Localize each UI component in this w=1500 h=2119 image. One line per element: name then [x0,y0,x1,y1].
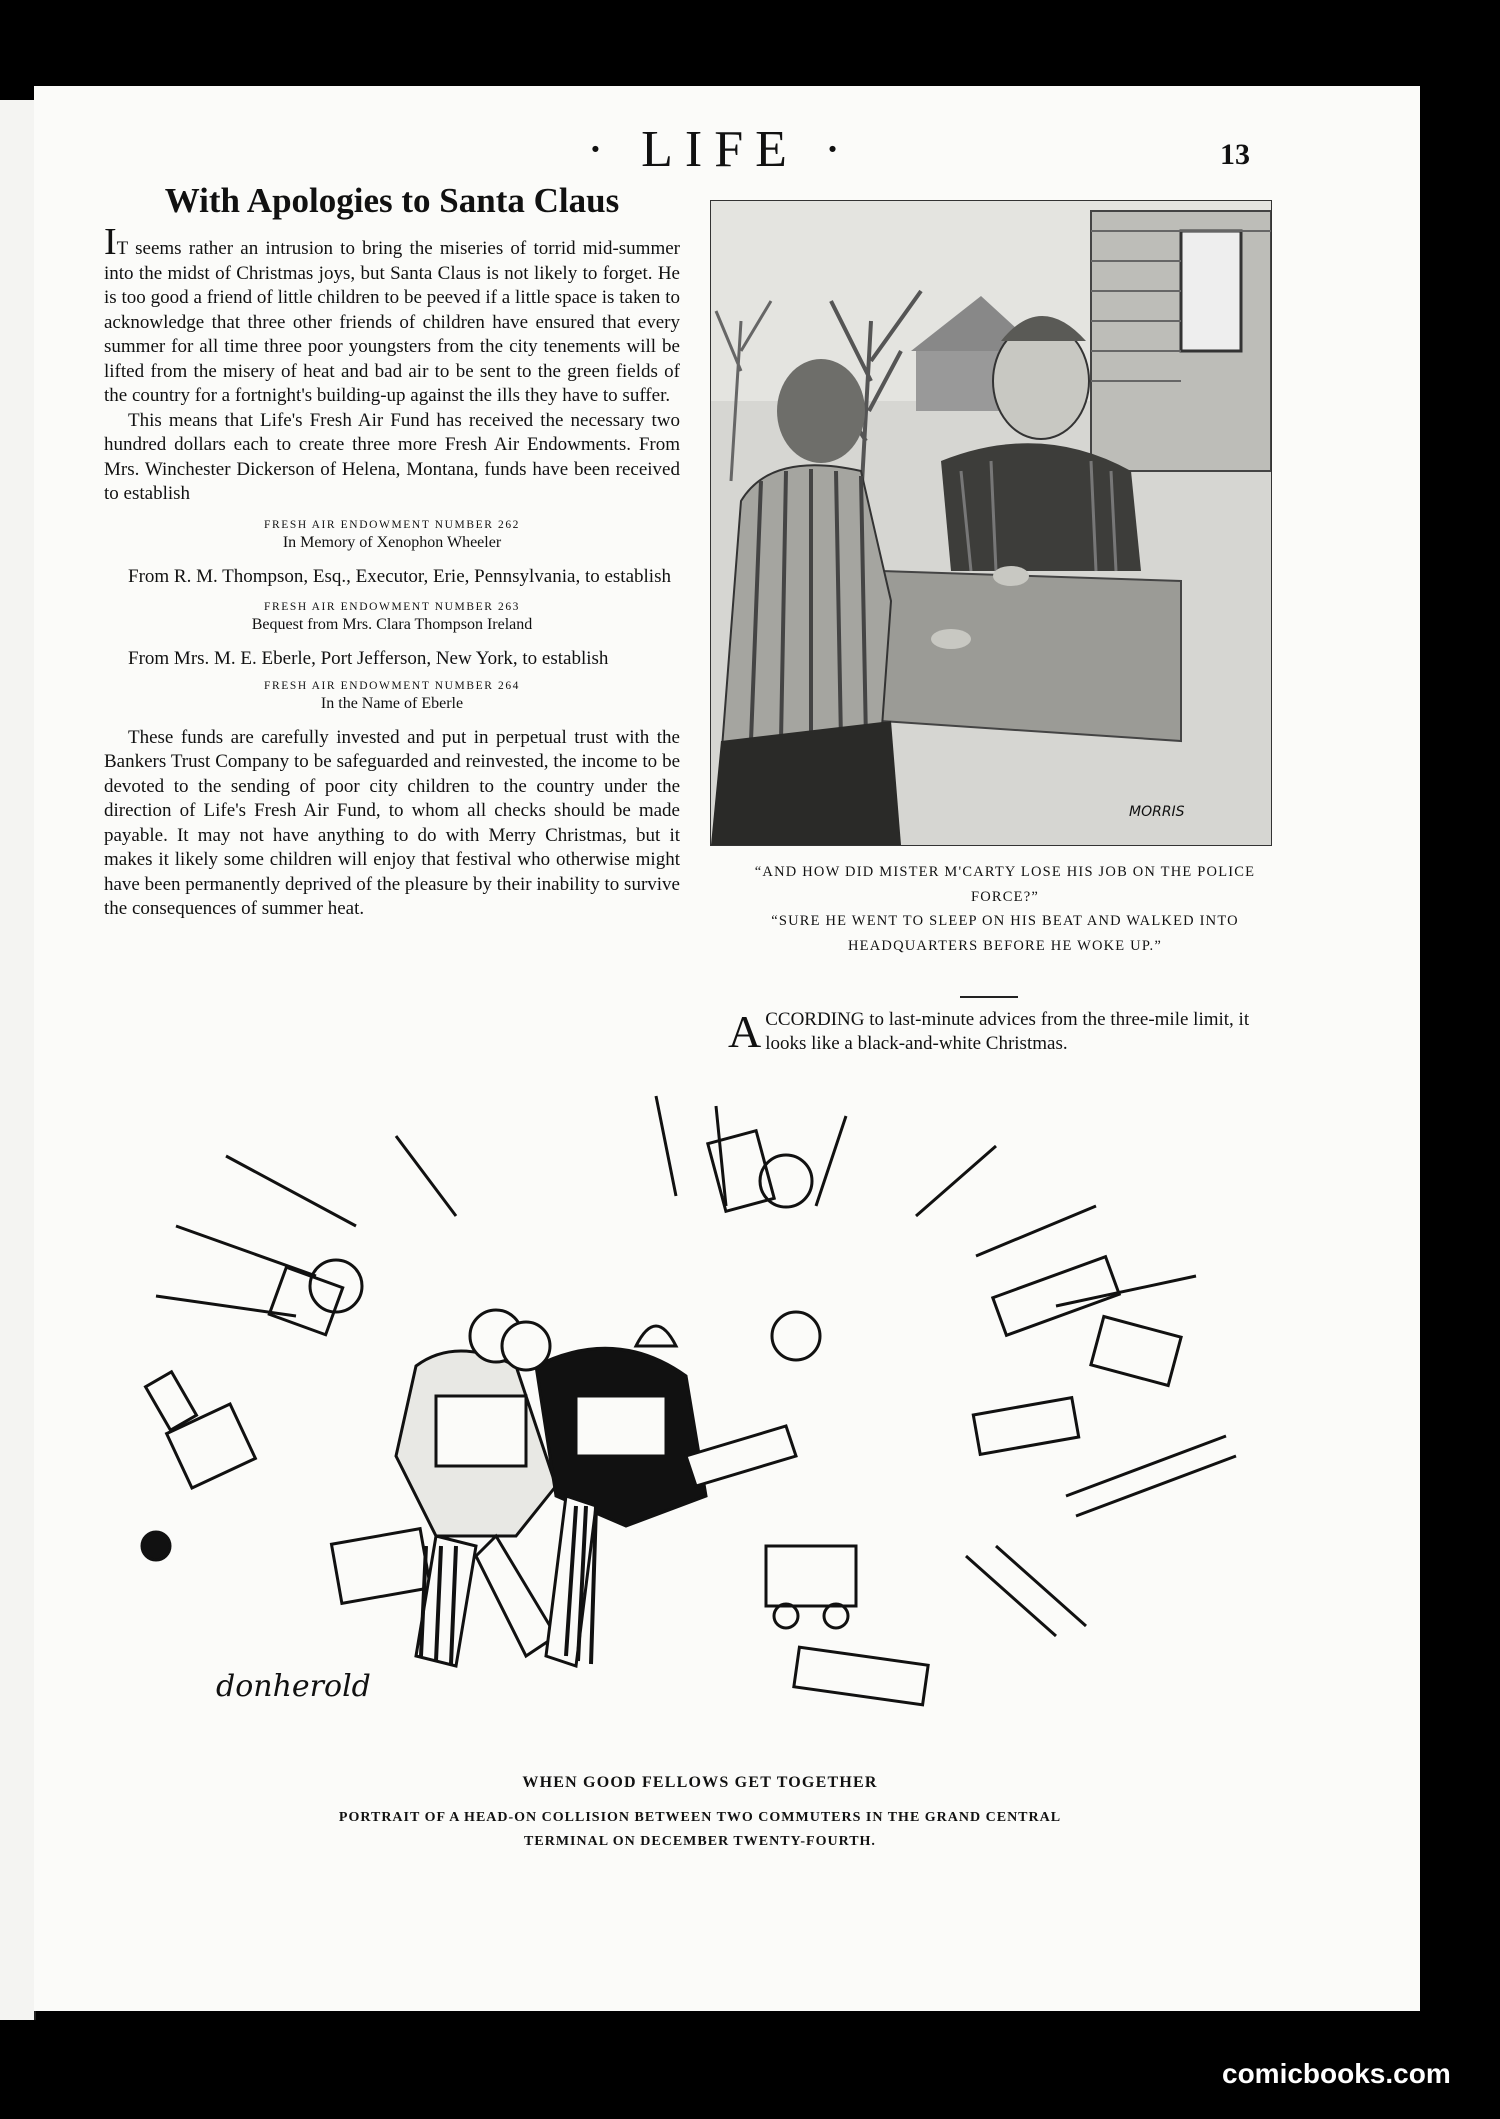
endowment-line: In the Name of Eberle [320,694,464,712]
drop-cap: A [728,1006,762,1057]
collision-cartoon-caption: PORTRAIT OF A HEAD-ON COLLISION BETWEEN TWO COMMUTERS IN THE GRAND CENTRAL TERMINAL ON DECEMBER TWENTY-FOURTH. [338,1810,1062,1849]
caption-answer: “SURE HE WENT TO SLEEP ON HIS BEAT AND WALKED INTO HEADQUARTERS BEFORE HE WOKE UP.” [771,913,1239,954]
cartoon-caption [730,860,1280,958]
article-title: With Apologies to Santa Claus [164,181,620,220]
page-number: 13 [1220,138,1250,171]
collision-drawing [96,1076,1316,1744]
endowment-number: FRESH AIR ENDOWMENT NUMBER 263 [263,601,521,613]
cartoon-illustration-two-women [710,200,1272,846]
article-paragraph-3: From R. M. Thompson, Esq., Executor, Erie, Pennsylvania, to establish [128,565,671,587]
collision-cartoon-title: WHEN GOOD FELLOWS GET TOGETHER [522,1774,878,1791]
article-paragraph-4: From Mrs. M. E. Eberle, Port Jefferson, New York, to establish [128,648,609,669]
cartoon-drawing [711,201,1271,845]
masthead: · LIFE · [586,121,854,178]
endowment-line: In Memory of Xenophon Wheeler [282,533,502,551]
endowment-262 [104,517,680,551]
facing-page-edge [0,100,36,2020]
article-paragraph-5: These funds are carefully invested and put in perpetual trust with the Bankers Trust Company to be safeguarded and reinvested, the income to be devoted to the sending of poor city children to the country under the direction of Life's Fresh Air Fund, to whom all checks should be made payable. It may not have anything to do with Merry Christmas, but it makes it likely some children will enjoy that festival who otherwise might have been permanently deprived of the pleasure by their inability to survive the consequences of summer heat. [104,726,680,919]
article-paragraph-2: This means that Life's Fresh Air Fund has received the necessary two hundred dollars each to create three more Fresh Air Endowments. From Mrs. Winchester Dickerson of Helena, Montana, funds have been received to establish [104,409,680,504]
according-paragraph [728,1008,1286,1056]
cartoon-signature: MORRIS [1129,804,1185,820]
article [104,180,680,922]
endowment-number: FRESH AIR ENDOWMENT NUMBER 264 [263,679,521,692]
endowment-line: Bequest from Mrs. Clara Thompson Ireland [251,616,533,633]
collision-signature: donherold [216,1669,371,1704]
article-paragraph-1: IT seems rather an intrusion to bring the miseries of torrid mid-summer into the midst of Christmas joys, but Santa Claus is not likely to forget. He is too good a friend of little children to be peeved if a little space is taken to acknowledge that three other friends of children have ensured that every summer for all time three poor youngsters from the city tenements will be lifted from the misery of heat and bad air to be sent to the green fields of the country for a fortnight's building-up against the ills they have to suffer. [104,221,680,406]
caption-question: “AND HOW DID MISTER M'CARTY LOSE HIS JOB ON THE POLICE FORCE?” [754,864,1256,905]
endowment-263 [104,599,680,633]
endowment-number: FRESH AIR ENDOWMENT NUMBER 262 [263,518,521,531]
according-text: CCORDING to last-minute advices from the three-mile limit, it looks like a black-and-white Christmas. [765,1009,1250,1054]
watermark-text: comicbooks.com [1222,2058,1451,2089]
divider-rule [960,996,1018,998]
endowment-264 [104,678,680,712]
collision-cartoon [96,1076,1316,1744]
